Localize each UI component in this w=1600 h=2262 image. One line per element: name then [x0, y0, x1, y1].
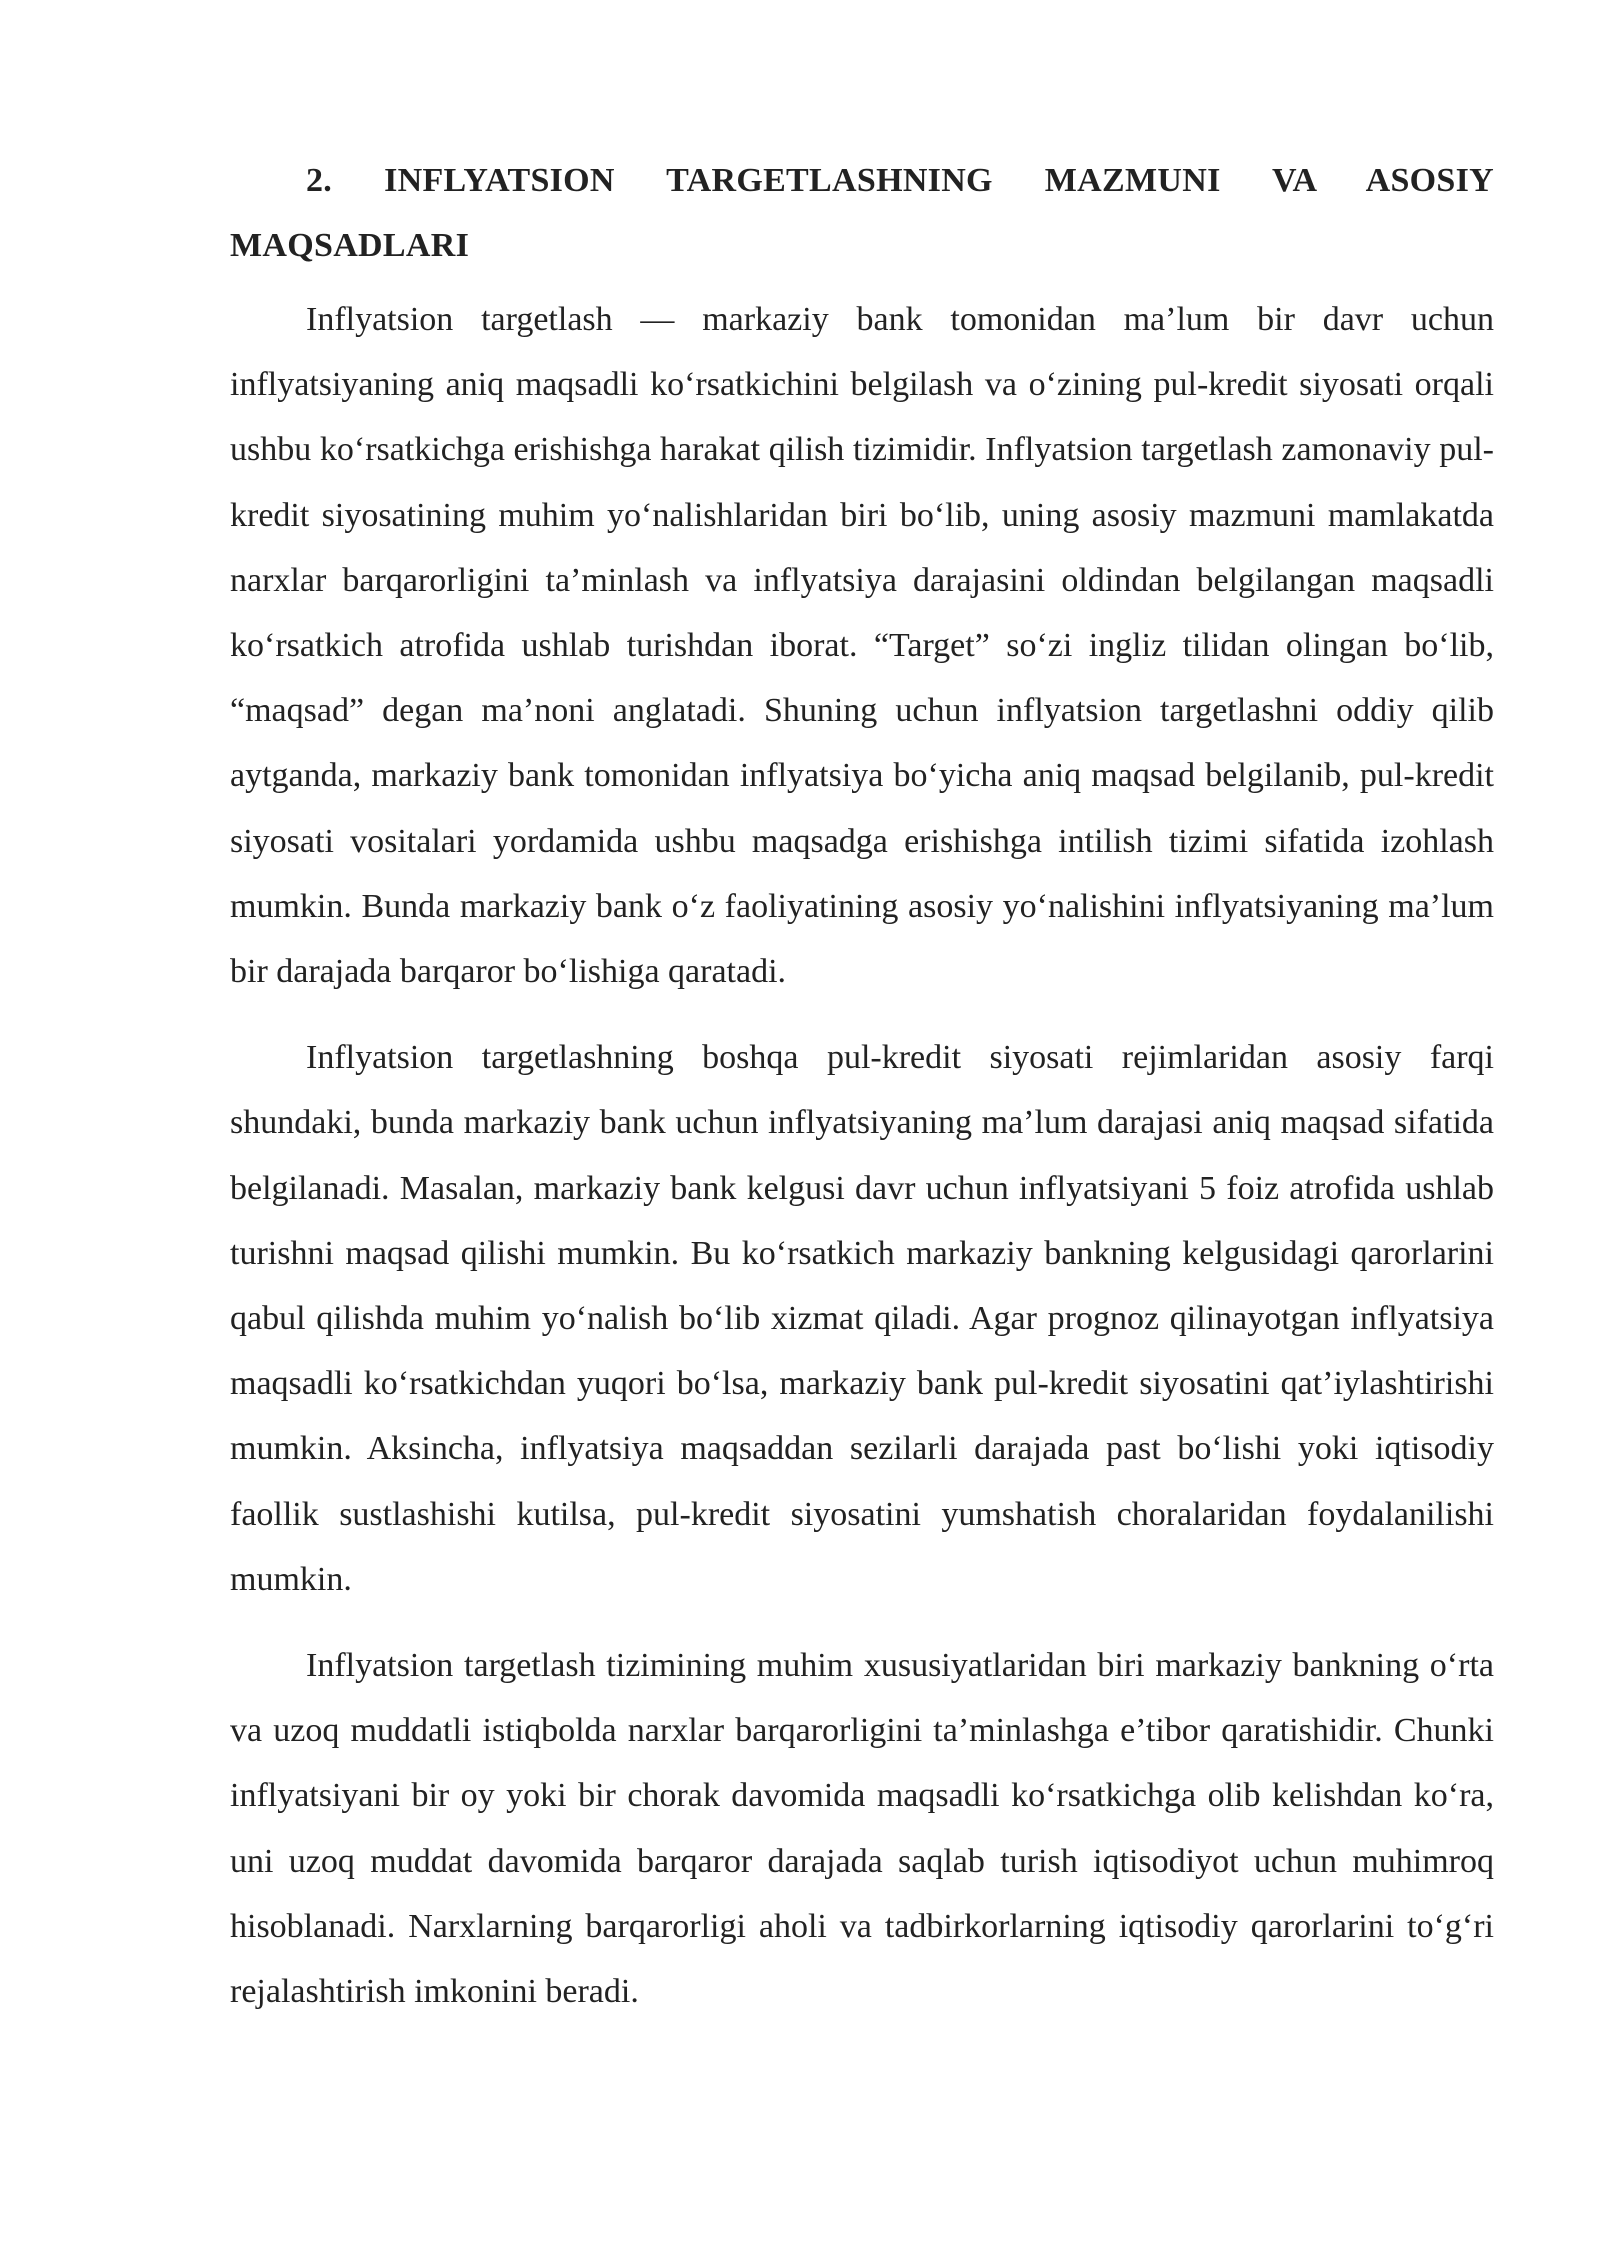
document-page [230, 148, 1494, 2045]
body-paragraph: Inflyatsion targetlash — markaziy bank tomonidan ma’lum bir davr uchun inflyatsiyaning aniq maqsadli ko‘rsatkichini belgilash va o‘zining pul-kredit siyosati orqali ushbu ko‘rsatkichga erishishga harakat qilish tizimidir. Inflyatsion targetlash zamonaviy pul-kredit siyosatining muhim yo‘nalishlaridan biri bo‘lib, uning asosiy mazmuni mamlakatda narxlar barqarorligini ta’minlash va inflyatsiya darajasini oldindan belgilangan maqsadli ko‘rsatkich atrofida ushlab turishdan iborat. “Target” so‘zi ingliz tilidan olingan bo‘lib, “maqsad” degan ma’noni anglatadi. Shuning uchun inflyatsion targetlashni oddiy qilib aytganda, markaziy bank tomonidan inflyatsiya bo‘yicha aniq maqsad belgilanib, pul-kredit siyosati vositalari yordamida ushbu maqsadga erishishga intilish tizimi sifatida izohlash mumkin. Bunda markaziy bank o‘z faoliyatining asosiy yo‘nalishini inflyatsiyaning ma’lum bir darajada barqaror bo‘lishiga qaratadi. [230, 301, 1494, 991]
section-heading: 2. INFLYATSION TARGETLASHNING MAZMUNI VA ASOSIY MAQSADLARI [230, 162, 1494, 264]
body-paragraph: Inflyatsion targetlashning boshqa pul-kredit siyosati rejimlaridan asosiy farqi shundaki, bunda markaziy bank uchun inflyatsiyaning ma’lum darajasi aniq maqsad sifatida belgilanadi. Masalan, markaziy bank kelgusi davr uchun inflyatsiyani 5 foiz atrofida ushlab turishni maqsad qilishi mumkin. Bu ko‘rsatkich markaziy bankning kelgusidagi qarorlarini qabul qilishda muhim yo‘nalish bo‘lib xizmat qiladi. Agar prognoz qilinayotgan inflyatsiya maqsadli ko‘rsatkichdan yuqori bo‘lsa, markaziy bank pul-kredit siyosatini qat’iylashtirishi mumkin. Aksincha, inflyatsiya maqsaddan sezilarli darajada past bo‘lishi yoki iqtisodiy faollik sustlashishi kutilsa, pul-kredit siyosatini yumshatish choralaridan foydalanilishi mumkin. [230, 1039, 1494, 1598]
body-paragraph: Inflyatsion targetlash tizimining muhim xususiyatlaridan biri markaziy bankning o‘rta va uzoq muddatli istiqbolda narxlar barqarorligini ta’minlashga e’tibor qaratishidir. Chunki inflyatsiyani bir oy yoki bir chorak davomida maqsadli ko‘rsatkichga olib kelishdan ko‘ra, uni uzoq muddat davomida barqaror darajada saqlab turish iqtisodiyot uchun muhimroq hisoblanadi. Narxlarning barqarorligi aholi va tadbirkorlarning iqtisodiy qarorlarini to‘g‘ri rejalashtirish imkonini beradi. [230, 1647, 1494, 2011]
